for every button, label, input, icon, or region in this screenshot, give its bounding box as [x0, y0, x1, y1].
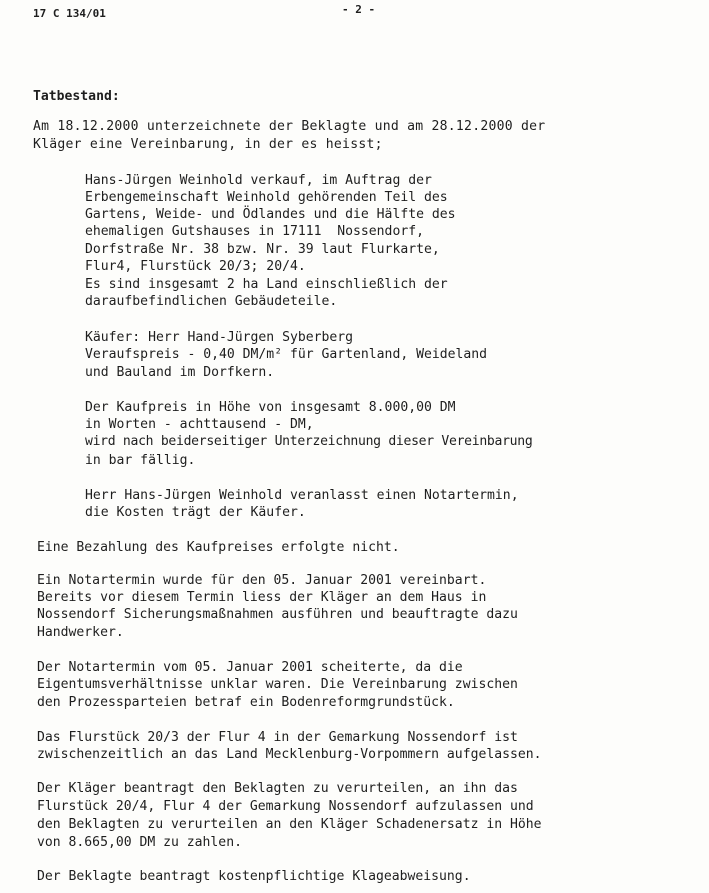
quote-line: Der Kaufpreis in Höhe von insgesamt 8.000,00 DM [85, 400, 456, 415]
quote-line: Herr Hans-Jürgen Weinhold veranlasst einen Notartermin, [85, 488, 519, 503]
body-line: Der Beklagte beantragt kostenpflichtige Klageabweisung. [37, 869, 471, 884]
quote-line: Dorfstraße Nr. 38 bzw. Nr. 39 laut Flurkarte, [85, 242, 440, 257]
quote-line: die Kosten trägt der Käufer. [85, 505, 306, 520]
quote-line: ehemaligen Gutshauses in 17111 Nossendorf, [85, 224, 424, 239]
quote-line: Veraufspreis - 0,40 DM/m² für Gartenland, Weideland [85, 347, 488, 362]
body-line: zwischenzeitlich an das Land Mecklenburg-Vorpommern aufgelassen. [37, 747, 542, 762]
intro-line: Am 18.12.2000 unterzeichnete der Beklagte und am 28.12.2000 der [33, 119, 546, 134]
body-line: Handwerker. [37, 625, 124, 640]
quote-line: Käufer: Herr Hand-Jürgen Syberberg [85, 330, 354, 345]
quote-line: in bar fällig. [85, 453, 196, 468]
body-line: Eine Bezahlung des Kaufpreises erfolgte nicht. [37, 540, 400, 555]
body-line: Nossendorf Sicherungsmaßnahmen ausführen und beauftragte dazu [37, 607, 518, 622]
case-number: 17 C 134/01 [33, 7, 106, 20]
body-line: Das Flurstück 20/3 der Flur 4 in der Gemarkung Nossendorf ist [37, 730, 518, 745]
body-line: den Prozessparteien betraf ein Bodenreformgrundstück. [37, 695, 455, 710]
section-title: Tatbestand: [33, 89, 120, 104]
body-line: den Beklagten zu verurteilen an den Kläger Schadenersatz in Höhe [37, 817, 542, 832]
quote-line: in Worten - achttausend - DM, [85, 417, 314, 432]
body-line: von 8.665,00 DM zu zahlen. [37, 835, 242, 850]
quote-line: wird nach beiderseitiger Unterzeichnung dieser Vereinbarung [85, 434, 533, 449]
quote-line: Hans-Jürgen Weinhold verkauf, im Auftrag der [85, 173, 432, 188]
quote-line: Gartens, Weide- und Ödlandes und die Hälfte des [85, 207, 456, 222]
body-line: Ein Notartermin wurde für den 05. Januar 2001 vereinbart. [37, 573, 487, 588]
body-line: Eigentumsverhältnisse unklar waren. Die Vereinbarung zwischen [37, 677, 518, 692]
body-line: Der Notartermin vom 05. Januar 2001 scheiterte, da die [37, 660, 463, 675]
quote-line: und Bauland im Dorfkern. [85, 365, 275, 380]
page-number: - 2 - [342, 3, 376, 16]
body-line: Der Kläger beantragt den Beklagten zu verurteilen, an ihn das [37, 781, 518, 796]
body-line: Flurstück 20/4, Flur 4 der Gemarkung Nossendorf aufzulassen und [37, 799, 534, 814]
quote-line: Flur4, Flurstück 20/3; 20/4. [85, 259, 306, 274]
quote-line: Erbengemeinschaft Weinhold gehörenden Teil des [85, 190, 448, 205]
quote-line: Es sind insgesamt 2 ha Land einschließlich der [85, 277, 448, 292]
quote-line: daraufbefindlichen Gebäudeteile. [85, 294, 338, 309]
body-line: Bereits vor diesem Termin liess der Kläger an dem Haus in [37, 590, 487, 605]
intro-line: Kläger eine Vereinbarung, in der es heisst; [33, 137, 383, 152]
